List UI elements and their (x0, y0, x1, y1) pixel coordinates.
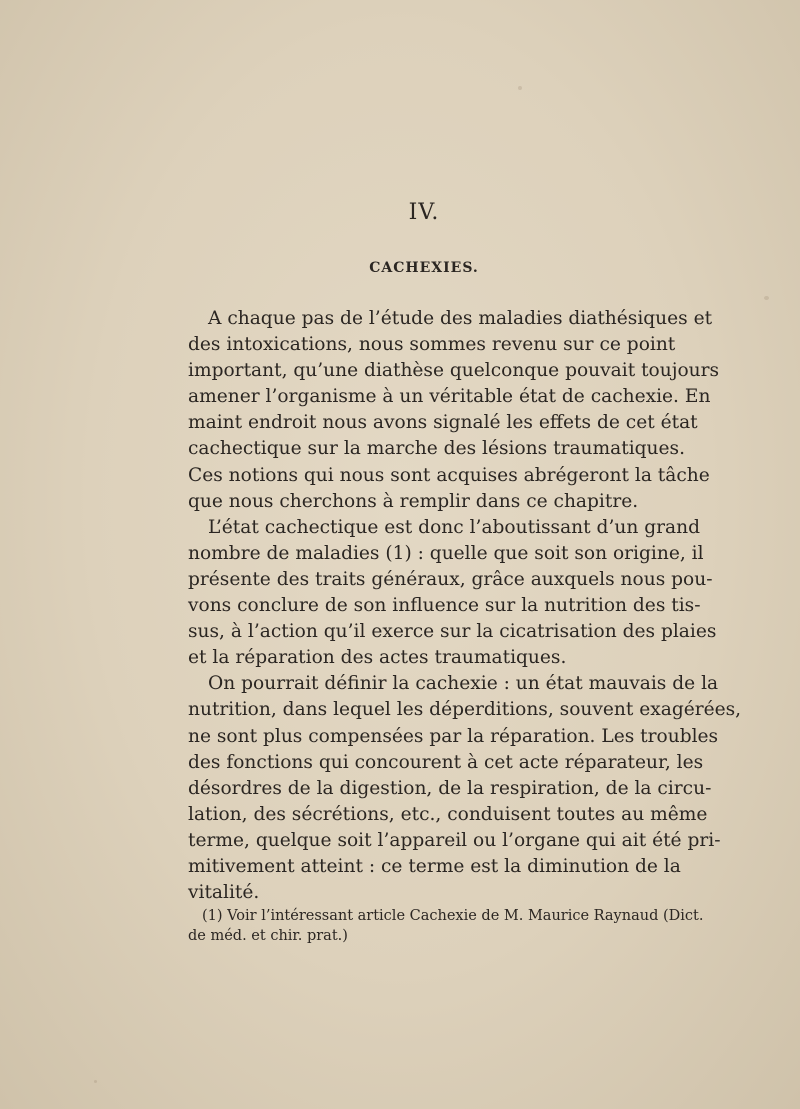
paper-spot (94, 1080, 97, 1083)
footnote-line: de méd. et chir. prat.) (188, 928, 348, 944)
text-line: amener l’organisme à un véritable état de cachexie. En (188, 386, 711, 408)
text-line: lation, des sécrétions, etc., conduisent toutes au même (188, 803, 708, 825)
footnote (188, 906, 704, 946)
text-line: nutrition, dans lequel les déperditions, souvent exagérées, (188, 699, 742, 721)
text-line: ne sont plus compensées par la réparation. Les troubles (188, 725, 719, 747)
text-line: nombre de maladies (1) : quelle que soit son origine, il (188, 542, 704, 564)
text-line: Ces notions qui nous sont acquises abrégeront la tâche (188, 464, 710, 486)
paper-spot (764, 296, 769, 300)
text-line: et la réparation des actes traumatiques. (188, 647, 567, 669)
text-line: des fonctions qui concourent à cet acte réparateur, les (188, 751, 704, 773)
body-text (188, 306, 742, 906)
footnote-line: (1) Voir l’intéressant article Cachexie de M. Maurice Raynaud (Dict. (202, 908, 704, 924)
text-line: présente des traits généraux, grâce auxquels nous pou- (188, 568, 713, 590)
text-line: cachectique sur la marche des lésions traumatiques. (188, 438, 685, 460)
text-line: L’état cachectique est donc l’aboutissant d’un grand (208, 516, 700, 538)
text-line: mitivement atteint : ce terme est la diminution de la (188, 855, 681, 877)
chapter-title: CACHEXIES. (369, 260, 479, 276)
text-line: que nous cherchons à remplir dans ce chapitre. (188, 490, 639, 512)
text-line: terme, quelque soit l’appareil ou l’organe qui ait été pri- (188, 829, 721, 851)
chapter-number: IV. (408, 200, 440, 225)
text-line: On pourrait définir la cachexie : un état mauvais de la (208, 673, 719, 695)
text-line: sus, à l’action qu’il exerce sur la cicatrisation des plaies (188, 621, 717, 643)
text-line: vitalité. (188, 882, 260, 904)
text-line: désordres de la digestion, de la respiration, de la circu- (188, 777, 712, 799)
text-line: important, qu’une diathèse quelconque pouvait toujours (188, 360, 720, 382)
text-line: vons conclure de son influence sur la nutrition des tis- (188, 595, 701, 617)
text-line: maint endroit nous avons signalé les effets de cet état (188, 412, 698, 434)
paper-spot (518, 86, 522, 90)
text-line: A chaque pas de l’étude des maladies diathésiques et (208, 308, 713, 329)
text-line: des intoxications, nous sommes revenu sur ce point (188, 334, 676, 356)
